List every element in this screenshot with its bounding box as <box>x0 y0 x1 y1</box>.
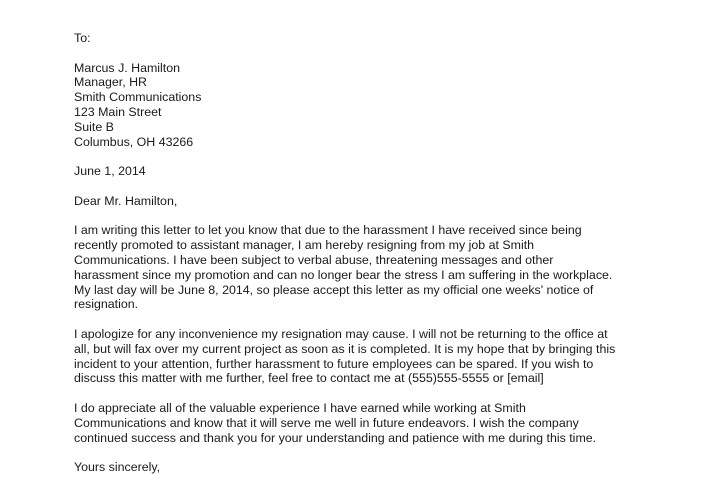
recipient-title: Manager, HR <box>74 75 148 90</box>
spacer <box>74 179 674 194</box>
paragraph-line: recently promoted to assistant manager, I am hereby resigning from my job at Smith <box>74 238 535 253</box>
recipient-street: 123 Main Street <box>74 104 162 119</box>
body-paragraph-1 <box>74 223 674 312</box>
paragraph-line: Communications and know that it will serve me well in future endeavors. I wish the company <box>74 415 579 430</box>
recipient-suite: Suite B <box>74 119 114 134</box>
paragraph-line: all, but will fax over my current project as soon as it is completed. It is my hope that by bringing this <box>74 341 616 356</box>
spacer <box>74 209 674 224</box>
letter-date: June 1, 2014 <box>74 164 146 179</box>
spacer <box>74 445 674 460</box>
spacer <box>74 149 674 164</box>
spacer <box>74 312 674 327</box>
paragraph-line: discuss this matter with me further, feel free to contact me at (555)555-5555 or [email] <box>74 371 544 386</box>
paragraph-line: My last day will be June 8, 2014, so please accept this letter as my official one weeks' notice of <box>74 282 594 297</box>
paragraph-line: I apologize for any inconvenience my resignation may cause. I will not be returning to the office at <box>74 326 608 341</box>
to-label: To: <box>74 31 91 45</box>
spacer <box>74 46 674 61</box>
salutation: Dear Mr. Hamilton, <box>74 193 178 208</box>
recipient-name: Marcus J. Hamilton <box>74 60 181 75</box>
recipient-company: Smith Communications <box>74 90 202 105</box>
paragraph-line: harassment since my promotion and can no longer bear the stress I am suffering in the workplace. <box>74 267 613 282</box>
paragraph-line: continued success and thank you for your understanding and patience with me during this time. <box>74 430 597 445</box>
paragraph-line: resignation. <box>74 297 139 312</box>
letter-page <box>74 31 674 475</box>
body-paragraph-3 <box>74 401 674 445</box>
closing: Yours sincerely, <box>74 460 161 475</box>
recipient-city: Columbus, OH 43266 <box>74 134 194 149</box>
paragraph-line: I do appreciate all of the valuable experience I have earned while working at Smith <box>74 400 526 415</box>
body-paragraph-2 <box>74 327 674 386</box>
paragraph-line: I am writing this letter to let you know that due to the harassment I have received since being <box>74 223 582 238</box>
spacer <box>74 386 674 401</box>
paragraph-line: incident to your attention, further harassment to future employees can be spared. If you wish to <box>74 356 594 371</box>
paragraph-line: Communications. I have been subject to verbal abuse, threatening messages and other <box>74 252 554 267</box>
recipient-address-block <box>74 61 674 150</box>
